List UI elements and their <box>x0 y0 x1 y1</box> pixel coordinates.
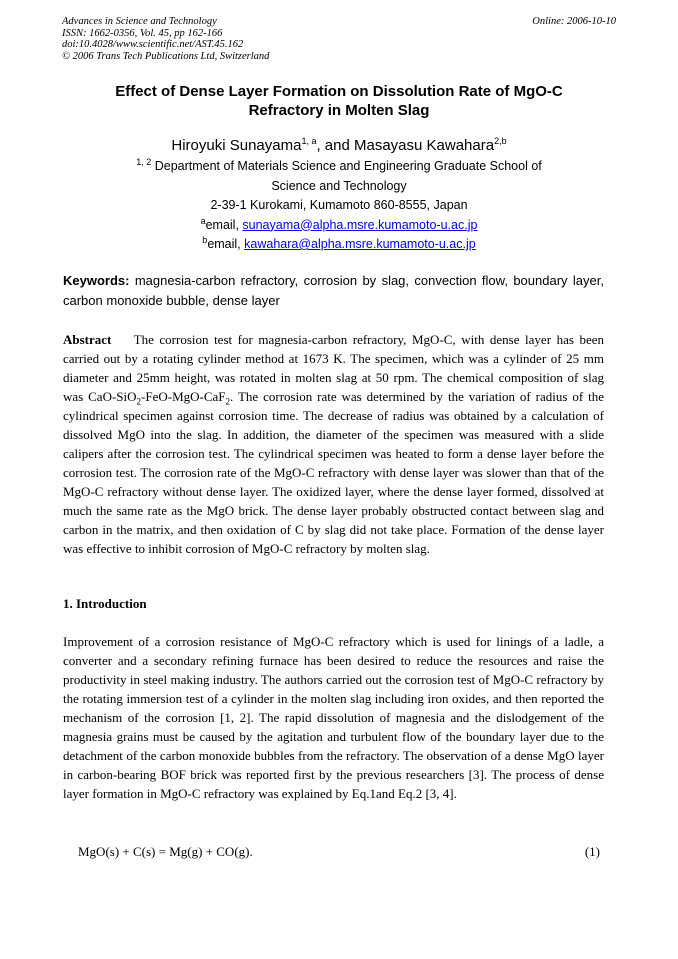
journal-name: Advances in Science and Technology <box>62 16 217 27</box>
affiliation-block <box>62 157 616 255</box>
email-label-a: email, <box>205 217 243 232</box>
abstract-paragraph: Abstract The corrosion test for magnesia-carbon refractory, MgO-C, with dense layer has been carried out by a rotating cylinder method at 1673 K. The specimen, which was a cylinder of 25 mm diameter and 25mm height, was rotated in molten slag at 50 rpm. The chemical composition of slag was CaO-SiO$_2$-FeO-MgO-CaF$_2$. The corrosion rate was determined by the variation of radius of the cylindrical specimen against corrosion time. The decrease of radius was obtained by a calculation of dissolved MgO into the slag. In addition, the diameter of the specimen was measured with a slide calipers after the corrosion test. The cylindrical specimen was heated to form a dense layer before the corrosion test. The corrosion rate of the MgO-C refractory with dense layer was slower than that of the MgO-C refractory without dense layer. The oxidized layer, where the dense layer formed, dissolved at much the same rate as the MgO brick. The dense layer probably obstructed contact between slag and carbon in the matrix, and then oxidation of C by slag did not take place. Formation of the dense layer was effective to inhibit corrosion of MgO-C refractory by molten slag. <box>63 332 605 556</box>
section-heading-introduction: 1. Introduction <box>63 596 147 611</box>
paper-title-line2: Refractory in Molten Slag <box>248 102 430 119</box>
affiliation-line2: Science and Technology <box>271 178 407 193</box>
paper-title <box>62 82 616 120</box>
email-link-sunayama[interactable]: sunayama@alpha.msre.kumamoto-u.ac.jp <box>242 217 478 232</box>
author-list <box>62 136 616 156</box>
journal-copyright: © 2006 Trans Tech Publications Ltd, Switzerland <box>62 50 270 62</box>
affiliation-line1: $^{1, 2}$ Department of Materials Science and Engineering Graduate School of <box>136 156 542 173</box>
equation-1-number: (1) <box>584 844 600 859</box>
abstract-label: Abstract <box>63 332 112 347</box>
online-date: Online: 2006-10-10 <box>532 16 616 27</box>
journal-doi: doi:10.4028/www.scientific.net/AST.45.162 <box>62 39 244 50</box>
keywords-paragraph <box>63 271 604 310</box>
author-2: Masayasu Kawahara <box>354 137 495 154</box>
keywords-label: Keywords: <box>63 273 130 288</box>
email-link-kawahara[interactable]: kawahara@alpha.msre.kumamoto-u.ac.jp <box>244 237 476 251</box>
paper-title-line1: Effect of Dense Layer Formation on Dissolution Rate of MgO-C <box>115 83 563 100</box>
journal-header <box>62 16 616 62</box>
author-1-affiliation-mark: 1, a <box>301 136 317 146</box>
author-1: Hiroyuki Sunayama <box>171 137 302 154</box>
email-label-b: email, <box>207 237 245 251</box>
email-line-a: $^a$email, sunayama@alpha.msre.kumamoto-u.ac.jp <box>200 215 478 232</box>
author-2-affiliation-mark: 2,b <box>494 136 507 146</box>
journal-issn: ISSN: 1662-0356, Vol. 45, pp 162-166 <box>62 27 223 39</box>
equation-1: MgO(s) + C(s) = Mg(g) + CO(g). <box>78 844 253 859</box>
author-separator: , and <box>316 137 354 154</box>
keywords-text: magnesia-carbon refractory, corrosion by slag, convection flow, boundary layer, carbon monoxide bubble, dense layer <box>63 273 604 308</box>
introduction-paragraph: Improvement of a corrosion resistance of MgO-C refractory which is used for linings of a ladle, a converter and a secondary refining furnace has been desired to reduce the resources and raise the productivity in steel making industry. The authors carried out the corrosion test of MgO-C refractory by the rotating immersion test of a cylinder in the molten slag including iron oxides, and then reported the mechanism of the corrosion [1, 2]. The rapid dissolution of magnesia and the dislodgement of the magnesia grains must be caused by the agitation and turbulent flow of the boundary layer due to the detachment of the carbon monoxide bubbles from the refractory. The observation of a dense MgO layer in carbon-bearing BOF brick was reported first by the previous researchers [3]. The process of dense layer formation in MgO-C refractory was explained by Eq.1and Eq.2 [3, 4]. <box>63 634 604 801</box>
affiliation-mark: 1, 2 <box>136 156 152 167</box>
affiliation-address: 2-39-1 Kurokami, Kumamoto 860-8555, Japan <box>210 198 468 212</box>
email-line-b: $^b$email, kawahara@alpha.msre.kumamoto-u.ac.jp <box>202 234 476 251</box>
